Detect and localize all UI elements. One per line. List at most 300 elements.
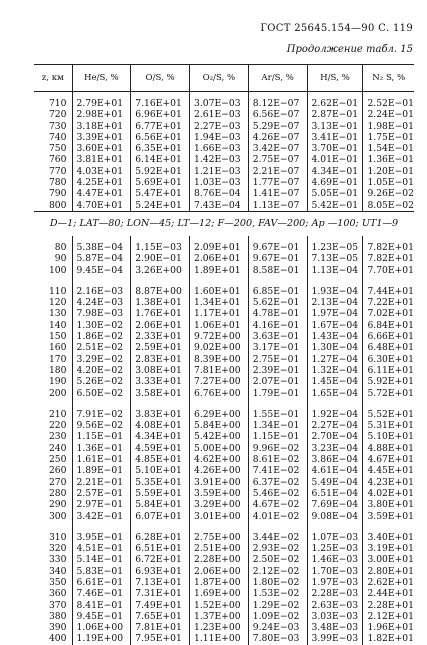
table-row	[34, 454, 414, 465]
ar-cell: 1.41E−07	[248, 188, 307, 199]
h-cell: 3.99E−03	[307, 633, 363, 644]
o2-cell: 3.91E+00	[190, 477, 249, 488]
table-row	[34, 532, 414, 543]
n2-cell: 5.92E+01	[363, 376, 414, 387]
spacer-cell	[72, 522, 131, 532]
o-cell: 2.06E+01	[131, 320, 190, 331]
h-cell: 4.34E−01	[307, 166, 363, 177]
o-cell: 2.83E+01	[131, 354, 190, 365]
o2-cell: 2.28E+00	[190, 554, 249, 565]
o-cell: 7.95E+01	[131, 633, 190, 644]
ar-cell: 9.67E−01	[248, 236, 307, 253]
he-cell: 4.25E+01	[72, 177, 131, 188]
he-cell: 7.98E−03	[72, 308, 131, 319]
ar-cell: 2.75E−07	[248, 154, 307, 165]
o-cell: 7.49E+01	[131, 600, 190, 611]
n2-cell: 3.59E+01	[363, 511, 414, 522]
table-continuation-caption: Продолжение табл. 15	[286, 44, 413, 55]
he-cell: 4.20E−02	[72, 365, 131, 376]
ar-cell: 4.16E−01	[248, 320, 307, 331]
h-cell: 2.70E−04	[307, 431, 363, 442]
o2-cell: 1.52E+00	[190, 600, 249, 611]
table-row	[34, 320, 414, 331]
table-row	[34, 132, 414, 143]
table-row	[34, 365, 414, 376]
h-cell: 1.70E−03	[307, 566, 363, 577]
o-cell: 4.59E+01	[131, 443, 190, 454]
ar-cell: 7.80E−03	[248, 633, 307, 644]
n2-cell: 6.48E+01	[363, 342, 414, 353]
h-cell: 3.48E−03	[307, 622, 363, 633]
table-row	[34, 331, 414, 342]
h-cell: 1.67E−04	[307, 320, 363, 331]
table-row	[34, 409, 414, 420]
spacer-cell	[248, 522, 307, 532]
ar-cell: 5.29E−07	[248, 121, 307, 132]
row-group-spacer	[34, 522, 414, 532]
o2-cell: 1.11E+00	[190, 633, 249, 644]
n2-cell: 5.72E+01	[363, 388, 414, 399]
ar-cell: 2.12E−02	[248, 566, 307, 577]
altitude-cell: 710	[48, 98, 67, 109]
altitude-cell: 280	[48, 487, 67, 499]
o-cell: 6.51E+01	[131, 543, 190, 554]
he-cell: 6.50E−02	[72, 388, 131, 399]
he-cell: 5.83E−01	[72, 566, 131, 577]
o-cell: 6.77E+01	[131, 121, 190, 132]
spacer-cell	[131, 522, 190, 532]
ar-cell: 1.15E−01	[248, 431, 307, 442]
ar-cell: 5.46E−02	[248, 488, 307, 499]
table-row	[34, 177, 414, 188]
o-cell: 5.35E+01	[131, 477, 190, 488]
ar-cell: 1.09E−02	[248, 611, 307, 622]
table-row	[34, 286, 414, 297]
spacer-cell	[363, 522, 414, 532]
o2-cell: 7.27E+00	[190, 376, 249, 387]
altitude-cell: 130	[48, 308, 67, 320]
he-cell: 7.91E−02	[72, 409, 131, 420]
altitude-cell: 730	[48, 120, 67, 132]
n2-cell: 7.44E+01	[363, 286, 414, 297]
o-cell: 5.69E+01	[131, 177, 190, 188]
n2-cell: 8.05E−02	[363, 200, 414, 212]
h-cell: 2.87E−01	[307, 109, 363, 120]
o2-cell: 1.42E−03	[190, 154, 249, 165]
he-cell: 2.51E−02	[72, 342, 131, 353]
table-row	[34, 188, 414, 199]
o2-cell: 9.72E+00	[190, 331, 249, 342]
o2-cell: 2.06E+00	[190, 566, 249, 577]
o2-cell: 1.03E−03	[190, 177, 249, 188]
ar-cell: 2.50E−02	[248, 554, 307, 565]
h-cell: 3.41E−01	[307, 132, 363, 143]
o2-cell: 1.60E+01	[190, 286, 249, 297]
ar-cell: 1.77E−07	[248, 177, 307, 188]
row-group-spacer	[34, 276, 414, 286]
o-cell: 5.59E+01	[131, 488, 190, 499]
n2-cell: 2.80E+01	[363, 566, 414, 577]
table-row	[34, 388, 414, 399]
he-cell: 6.61E−01	[72, 577, 131, 588]
o2-cell: 9.02E+00	[190, 342, 249, 353]
altitude-cell: 210	[48, 408, 67, 420]
ar-cell: 2.07E−01	[248, 376, 307, 387]
he-cell: 3.18E+01	[72, 121, 131, 132]
table-row	[34, 499, 414, 510]
ar-cell: 4.01E−02	[248, 511, 307, 522]
table-header-row	[34, 65, 414, 92]
he-cell: 4.51E−01	[72, 543, 131, 554]
column-header-altitude: z, км	[34, 65, 72, 92]
h-cell: 2.63E−03	[307, 600, 363, 611]
data-table	[34, 64, 414, 645]
he-cell: 4.70E+01	[72, 200, 131, 212]
he-cell: 1.86E−02	[72, 331, 131, 342]
he-cell: 1.19E+00	[72, 633, 131, 644]
n2-cell: 2.12E+01	[363, 611, 414, 622]
o2-cell: 7.81E+00	[190, 365, 249, 376]
table-row	[34, 236, 414, 253]
he-cell: 2.98E+01	[72, 109, 131, 120]
conditions-row	[34, 211, 414, 236]
he-cell: 9.56E−02	[72, 420, 131, 431]
n2-cell: 2.52E−01	[363, 92, 414, 110]
h-cell: 1.97E−03	[307, 577, 363, 588]
h-cell: 2.13E−04	[307, 297, 363, 308]
ar-cell: 2.75E−01	[248, 354, 307, 365]
altitude-cell: 360	[48, 588, 67, 600]
spacer-cell	[248, 276, 307, 286]
altitude-cell: 200	[48, 387, 67, 399]
altitude-cell: 300	[48, 510, 67, 522]
o2-cell: 5.42E+00	[190, 431, 249, 442]
o2-cell: 1.69E+00	[190, 588, 249, 599]
o-cell: 6.28E+01	[131, 532, 190, 543]
table-row	[34, 308, 414, 319]
column-header-n2: N₂ S, %	[363, 65, 414, 92]
table-row	[34, 611, 414, 622]
altitude-cell: 780	[48, 177, 67, 189]
spacer-cell	[34, 522, 72, 532]
altitude-cell: 90	[54, 253, 67, 265]
n2-cell: 2.24E−01	[363, 109, 414, 120]
ar-cell: 8.58E−01	[248, 265, 307, 276]
n2-cell: 6.30E+01	[363, 354, 414, 365]
altitude-cell: 180	[48, 364, 67, 376]
n2-cell: 3.40E+01	[363, 532, 414, 543]
he-cell: 1.06E+00	[72, 622, 131, 633]
n2-cell: 4.45E+01	[363, 465, 414, 476]
h-cell: 1.92E−04	[307, 409, 363, 420]
o-cell: 4.08E+01	[131, 420, 190, 431]
h-cell: 1.25E−03	[307, 543, 363, 554]
ar-cell: 8.61E−02	[248, 454, 307, 465]
o-cell: 7.16E+01	[131, 92, 190, 110]
n2-cell: 1.96E+01	[363, 622, 414, 633]
altitude-cell: 720	[48, 109, 67, 121]
o2-cell: 1.23E+00	[190, 622, 249, 633]
o-cell: 5.10E+01	[131, 465, 190, 476]
table-row	[34, 342, 414, 353]
o-cell: 7.65E+01	[131, 611, 190, 622]
ar-cell: 2.93E−02	[248, 543, 307, 554]
n2-cell: 2.44E+01	[363, 588, 414, 599]
spacer-cell	[34, 276, 72, 286]
he-cell: 4.03E+01	[72, 166, 131, 177]
h-cell: 1.65E−04	[307, 388, 363, 399]
h-cell: 1.23E−05	[307, 236, 363, 253]
altitude-cell: 310	[48, 531, 67, 543]
o2-cell: 1.87E+00	[190, 577, 249, 588]
column-header-he: He/S, %	[72, 65, 131, 92]
h-cell: 7.13E−05	[307, 253, 363, 264]
o-cell: 5.92E+01	[131, 166, 190, 177]
he-cell: 1.30E−02	[72, 320, 131, 331]
o2-cell: 2.75E+00	[190, 532, 249, 543]
spacer-cell	[190, 399, 249, 409]
he-cell: 3.29E−02	[72, 354, 131, 365]
he-cell: 1.15E−01	[72, 431, 131, 442]
h-cell: 4.61E−04	[307, 465, 363, 476]
h-cell: 1.97E−04	[307, 308, 363, 319]
h-cell: 3.13E−01	[307, 121, 363, 132]
spacer-cell	[248, 399, 307, 409]
o2-cell: 8.39E+00	[190, 354, 249, 365]
table-row	[34, 443, 414, 454]
ar-cell: 3.63E−01	[248, 331, 307, 342]
o-cell: 5.24E+01	[131, 200, 190, 212]
n2-cell: 7.22E+01	[363, 297, 414, 308]
o2-cell: 2.06E+01	[190, 253, 249, 264]
table-row	[34, 566, 414, 577]
altitude-cell: 340	[48, 565, 67, 577]
altitude-cell: 150	[48, 331, 67, 343]
table-row	[34, 200, 414, 212]
altitude-cell: 190	[48, 376, 67, 388]
ar-cell: 1.55E−01	[248, 409, 307, 420]
ar-cell: 7.41E−02	[248, 465, 307, 476]
o-cell: 2.33E+01	[131, 331, 190, 342]
n2-cell: 6.84E+01	[363, 320, 414, 331]
altitude-cell: 100	[48, 264, 67, 276]
table-row	[34, 121, 414, 132]
altitude-cell: 740	[48, 131, 67, 143]
he-cell: 2.57E−01	[72, 488, 131, 499]
column-header-ar: Ar/S, %	[248, 65, 307, 92]
n2-cell: 6.11E+01	[363, 365, 414, 376]
o-cell: 3.58E+01	[131, 388, 190, 399]
o-cell: 5.84E+01	[131, 499, 190, 510]
n2-cell: 3.80E+01	[363, 499, 414, 510]
altitude-cell: 110	[48, 285, 67, 297]
h-cell: 5.49E−04	[307, 477, 363, 488]
spacer-cell	[190, 522, 249, 532]
h-cell: 1.07E−03	[307, 532, 363, 543]
altitude-cell: 350	[48, 576, 67, 588]
n2-cell: 1.98E−01	[363, 121, 414, 132]
altitude-cell: 400	[48, 633, 67, 645]
h-cell: 1.27E−04	[307, 354, 363, 365]
h-cell: 3.03E−03	[307, 611, 363, 622]
he-cell: 7.46E−01	[72, 588, 131, 599]
table-row	[34, 622, 414, 633]
altitude-cell: 800	[48, 199, 67, 211]
o2-cell: 1.06E+01	[190, 320, 249, 331]
o-cell: 8.87E+00	[131, 286, 190, 297]
h-cell: 2.62E−01	[307, 92, 363, 110]
o2-cell: 1.94E−03	[190, 132, 249, 143]
n2-cell: 7.82E+01	[363, 253, 414, 264]
altitude-cell: 290	[48, 499, 67, 511]
ar-cell: 1.13E−07	[248, 200, 307, 212]
n2-cell: 3.00E+01	[363, 554, 414, 565]
n2-cell: 7.02E+01	[363, 308, 414, 319]
ar-cell: 2.39E−01	[248, 365, 307, 376]
altitude-cell: 380	[48, 610, 67, 622]
o-cell: 3.26E+00	[131, 265, 190, 276]
o2-cell: 2.27E−03	[190, 121, 249, 132]
o2-cell: 5.00E+00	[190, 443, 249, 454]
o-cell: 6.07E+01	[131, 511, 190, 522]
column-header-h: H/S, %	[307, 65, 363, 92]
o2-cell: 1.34E+01	[190, 297, 249, 308]
n2-cell: 2.62E+01	[363, 577, 414, 588]
n2-cell: 5.52E+01	[363, 409, 414, 420]
n2-cell: 7.70E+01	[363, 265, 414, 276]
table-row	[34, 488, 414, 499]
altitude-cell: 160	[48, 342, 67, 354]
he-cell: 5.14E−01	[72, 554, 131, 565]
altitude-cell: 320	[48, 543, 67, 555]
table-row	[34, 297, 414, 308]
he-cell: 2.79E+01	[72, 92, 131, 110]
n2-cell: 9.26E−02	[363, 188, 414, 199]
spacer-cell	[131, 276, 190, 286]
altitude-cell: 220	[48, 420, 67, 432]
n2-cell: 2.28E+01	[363, 600, 414, 611]
o2-cell: 5.84E+00	[190, 420, 249, 431]
o2-cell: 2.51E+00	[190, 543, 249, 554]
altitude-cell: 270	[48, 476, 67, 488]
n2-cell: 7.82E+01	[363, 236, 414, 253]
o2-cell: 1.89E+01	[190, 265, 249, 276]
n2-cell: 4.88E+01	[363, 443, 414, 454]
n2-cell: 4.02E+01	[363, 488, 414, 499]
n2-cell: 1.05E−01	[363, 177, 414, 188]
table-row	[34, 143, 414, 154]
ar-cell: 1.53E−02	[248, 588, 307, 599]
table-row	[34, 543, 414, 554]
o-cell: 6.56E+01	[131, 132, 190, 143]
h-cell: 2.28E−03	[307, 588, 363, 599]
o2-cell: 1.66E−03	[190, 143, 249, 154]
o2-cell: 3.07E−03	[190, 92, 249, 110]
n2-cell: 1.75E−01	[363, 132, 414, 143]
table-row	[34, 154, 414, 165]
table-row	[34, 376, 414, 387]
h-cell: 4.01E−01	[307, 154, 363, 165]
o2-cell: 3.29E+00	[190, 499, 249, 510]
altitude-cell: 390	[48, 622, 67, 634]
spacer-cell	[72, 276, 131, 286]
spacer-cell	[34, 399, 72, 409]
he-cell: 2.21E−01	[72, 477, 131, 488]
o-cell: 1.38E+01	[131, 297, 190, 308]
h-cell: 4.69E−01	[307, 177, 363, 188]
ar-cell: 1.29E−02	[248, 600, 307, 611]
spacer-cell	[363, 399, 414, 409]
altitude-cell: 260	[48, 465, 67, 477]
h-cell: 3.70E−01	[307, 143, 363, 154]
o-cell: 6.14E+01	[131, 154, 190, 165]
ar-cell: 5.62E−01	[248, 297, 307, 308]
o-cell: 1.15E−03	[131, 236, 190, 253]
table-row	[34, 465, 414, 476]
o2-cell: 2.61E−03	[190, 109, 249, 120]
table-row	[34, 577, 414, 588]
o-cell: 3.33E+01	[131, 376, 190, 387]
n2-cell: 1.82E+01	[363, 633, 414, 644]
ar-cell: 1.80E−02	[248, 577, 307, 588]
he-cell: 3.60E+01	[72, 143, 131, 154]
o-cell: 2.59E+01	[131, 342, 190, 353]
table-row	[34, 92, 414, 110]
o2-cell: 4.26E+00	[190, 465, 249, 476]
h-cell: 5.42E−01	[307, 200, 363, 212]
ar-cell: 6.85E−01	[248, 286, 307, 297]
he-cell: 8.41E−01	[72, 600, 131, 611]
page-header: ГОСТ 25645.154—90 С. 119	[260, 23, 413, 34]
he-cell: 2.97E−01	[72, 499, 131, 510]
he-cell: 1.89E−01	[72, 465, 131, 476]
he-cell: 5.87E−04	[72, 253, 131, 264]
o-cell: 7.31E+01	[131, 588, 190, 599]
ar-cell: 2.21E−07	[248, 166, 307, 177]
o-cell: 6.96E+01	[131, 109, 190, 120]
h-cell: 3.23E−04	[307, 443, 363, 454]
n2-cell: 5.10E+01	[363, 431, 414, 442]
altitude-cell: 80	[54, 241, 67, 253]
model-conditions: D—1; LAT—80; LON—45; LT—12; F—200, FAV—200; Ap —100; UT1—9	[34, 211, 414, 236]
altitude-cell: 250	[48, 454, 67, 466]
n2-cell: 5.31E+01	[363, 420, 414, 431]
ar-cell: 3.44E−02	[248, 532, 307, 543]
h-cell: 1.43E−04	[307, 331, 363, 342]
he-cell: 2.16E−03	[72, 286, 131, 297]
altitude-cell: 170	[48, 353, 67, 365]
spacer-cell	[190, 276, 249, 286]
spacer-cell	[307, 522, 363, 532]
table-row	[34, 166, 414, 177]
spacer-cell	[307, 399, 363, 409]
table-row	[34, 477, 414, 488]
altitude-cell: 140	[48, 319, 67, 331]
altitude-cell: 370	[48, 599, 67, 611]
h-cell: 1.13E−04	[307, 265, 363, 276]
ar-cell: 9.96E−02	[248, 443, 307, 454]
he-cell: 1.36E−01	[72, 443, 131, 454]
ar-cell: 3.42E−07	[248, 143, 307, 154]
o-cell: 7.13E+01	[131, 577, 190, 588]
o2-cell: 6.29E+00	[190, 409, 249, 420]
n2-cell: 3.19E+01	[363, 543, 414, 554]
n2-cell: 1.20E−01	[363, 166, 414, 177]
o2-cell: 1.17E+01	[190, 308, 249, 319]
table-row	[34, 354, 414, 365]
o-cell: 3.83E+01	[131, 409, 190, 420]
ar-cell: 8.12E−07	[248, 92, 307, 110]
